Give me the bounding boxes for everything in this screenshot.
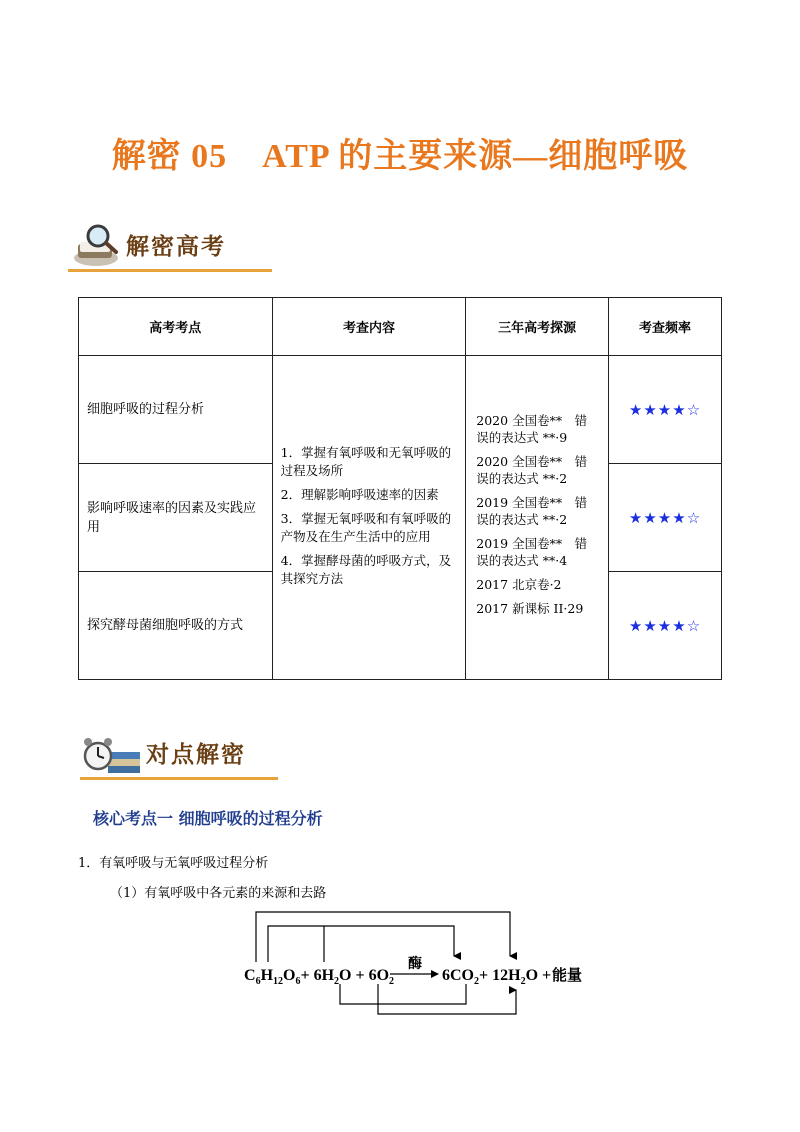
exam-point: 影响呼吸速率的因素及实践应用: [79, 464, 273, 572]
frequency-stars: ★★★★☆: [609, 464, 722, 572]
flow-line: [256, 912, 510, 962]
flow-line: [378, 984, 516, 1014]
source-item: 2020 全国卷** 错误的表达式 **·2: [476, 453, 588, 486]
paragraph: 1．有氧呼吸与无氧呼吸过程分析: [78, 856, 269, 871]
exam-content-cell: [272, 356, 466, 680]
keypoint-heading: 核心考点一 细胞呼吸的过程分析: [93, 809, 323, 828]
table-header: 考查频率: [609, 298, 722, 356]
table-header: 高考考点: [79, 298, 273, 356]
source-item: 2020 全国卷** 错误的表达式 **·9: [476, 412, 588, 445]
section-label: 对点解密: [146, 742, 246, 768]
banner-rule: [80, 777, 278, 780]
flow-line: [268, 926, 324, 962]
table-row: [79, 356, 722, 464]
section-banner-exam: [68, 222, 272, 272]
products-formula: 6CO: [442, 967, 474, 984]
flow-line: [340, 984, 466, 1004]
frequency-stars: ★★★★☆: [609, 356, 722, 464]
exam-point: 探究酵母菌细胞呼吸的方式: [79, 572, 273, 680]
enzyme-label: 酶: [408, 957, 422, 972]
flow-line: [324, 926, 454, 956]
section-banner-points: [80, 730, 278, 780]
table-header: 三年高考探源: [466, 298, 609, 356]
source-item: 2019 全国卷** 错误的表达式 **·4: [476, 535, 588, 568]
paragraph: （1）有氧呼吸中各元素的来源和去路: [110, 886, 327, 901]
banner-rule: [68, 269, 272, 272]
exam-source-cell: [466, 356, 609, 680]
table-header-row: [79, 298, 722, 356]
source-item: 2017 新课标 II·29: [476, 600, 584, 616]
exam-point: 细胞呼吸的过程分析: [79, 356, 273, 464]
clock-books-icon: [80, 730, 142, 780]
glucose-formula: C: [244, 967, 256, 984]
magnifier-book-icon: [68, 222, 126, 272]
table-header: 考查内容: [272, 298, 466, 356]
frequency-stars: ★★★★☆: [609, 572, 722, 680]
section-label: 解密高考: [126, 234, 226, 260]
source-item: 2019 全国卷** 错误的表达式 **·2: [476, 494, 588, 527]
content-item: 2．理解影响呼吸速率的因素: [280, 486, 439, 502]
content-item: 1．掌握有氧呼吸和无氧呼吸的过程及场所: [280, 444, 452, 478]
content-item: 3．掌握无氧呼吸和有氧呼吸的产物及在生产生活中的应用: [280, 510, 452, 544]
energy-label: 能量: [552, 968, 583, 984]
svg-text:6CO2+ 12H2O +: $6CO_2+ 12H_2O$ +: [442, 967, 552, 987]
source-item: 2017 北京卷·2: [476, 576, 562, 592]
svg-text:C6H12O6+ 6H2O + 6O2: $C_6H_{12}O_6+ 6H_2O + 6O_2$: [244, 967, 395, 987]
respiration-equation-diagram: [228, 910, 608, 1030]
content-item: 4．掌握酵母菌的呼吸方式，及其探究方法: [280, 552, 452, 586]
exam-table: [78, 297, 722, 680]
page-title: 解密 05 ATP 的主要来源—细胞呼吸: [111, 138, 689, 175]
